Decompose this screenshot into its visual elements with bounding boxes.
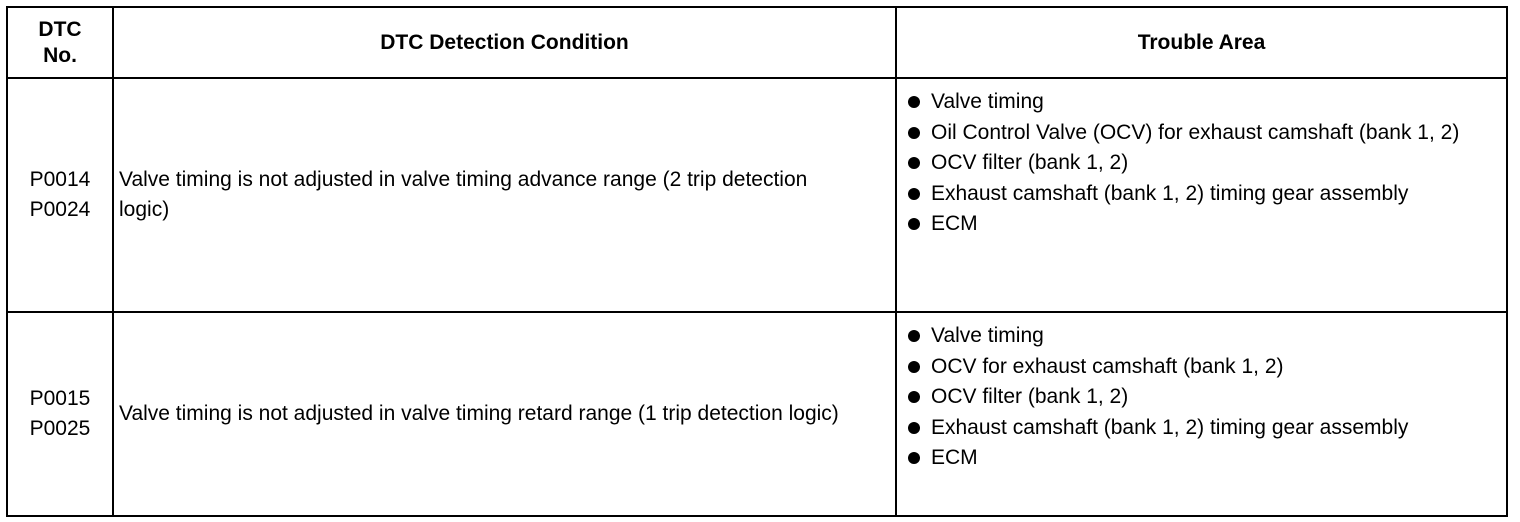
dtc-code: P0025 bbox=[29, 417, 91, 440]
trouble-area-item: ECM bbox=[931, 212, 978, 235]
trouble-area-item: ECM bbox=[931, 446, 978, 469]
header-trouble-area: Trouble Area bbox=[896, 7, 1507, 78]
dtc-code: P0015 bbox=[29, 387, 91, 410]
list-item bbox=[897, 321, 1492, 352]
list-item bbox=[897, 382, 1492, 413]
bullet-icon bbox=[897, 382, 931, 403]
trouble-area-item: OCV filter (bank 1, 2) bbox=[931, 385, 1129, 408]
bullet-icon bbox=[897, 179, 931, 200]
bullet-icon bbox=[897, 413, 931, 434]
list-item bbox=[897, 443, 1492, 474]
trouble-area-item: OCV filter (bank 1, 2) bbox=[931, 151, 1129, 174]
list-item bbox=[897, 352, 1492, 383]
trouble-area-item: Exhaust camshaft (bank 1, 2) timing gear assembly bbox=[931, 415, 1409, 439]
trouble-area-item: Exhaust camshaft (bank 1, 2) timing gear assembly bbox=[931, 181, 1409, 205]
header-dtc-no bbox=[7, 7, 113, 78]
list-item bbox=[897, 87, 1492, 118]
list-item bbox=[897, 209, 1492, 240]
table-row bbox=[7, 312, 1507, 516]
trouble-area-list bbox=[897, 87, 1492, 240]
dtc-table bbox=[6, 6, 1508, 517]
trouble-area-item: OCV for exhaust camshaft (bank 1, 2) bbox=[931, 354, 1284, 378]
list-item bbox=[897, 148, 1492, 179]
list-item bbox=[897, 179, 1492, 210]
list-item bbox=[897, 118, 1492, 149]
trouble-area-item: Valve timing bbox=[931, 90, 1044, 113]
list-item bbox=[897, 413, 1492, 444]
table-header-row bbox=[7, 7, 1507, 78]
trouble-area-item: Oil Control Valve (OCV) for exhaust camshaft (bank 1, 2) bbox=[931, 120, 1460, 144]
dtc-code: P0014 bbox=[29, 168, 91, 191]
detection-condition: Valve timing is not adjusted in valve timing advance range (2 trip detection logic) bbox=[113, 78, 896, 312]
bullet-icon bbox=[897, 87, 931, 108]
bullet-icon bbox=[897, 321, 931, 342]
trouble-area-cell bbox=[896, 312, 1507, 516]
header-dtc-no-line1: DTC bbox=[38, 17, 82, 41]
dtc-code: P0024 bbox=[29, 198, 91, 221]
trouble-area-item: Valve timing bbox=[931, 324, 1044, 347]
trouble-area-cell bbox=[896, 78, 1507, 312]
header-detection-condition: DTC Detection Condition bbox=[113, 7, 896, 78]
bullet-icon bbox=[897, 148, 931, 169]
bullet-icon bbox=[897, 443, 931, 464]
dtc-code-cell bbox=[7, 312, 113, 516]
bullet-icon bbox=[897, 118, 931, 139]
trouble-area-list bbox=[897, 321, 1492, 474]
bullet-icon bbox=[897, 209, 931, 230]
bullet-icon bbox=[897, 352, 931, 373]
detection-condition: Valve timing is not adjusted in valve timing retard range (1 trip detection logic) bbox=[113, 312, 896, 516]
header-dtc-no-line2: No. bbox=[43, 43, 77, 67]
dtc-code-cell bbox=[7, 78, 113, 312]
table-row bbox=[7, 78, 1507, 312]
